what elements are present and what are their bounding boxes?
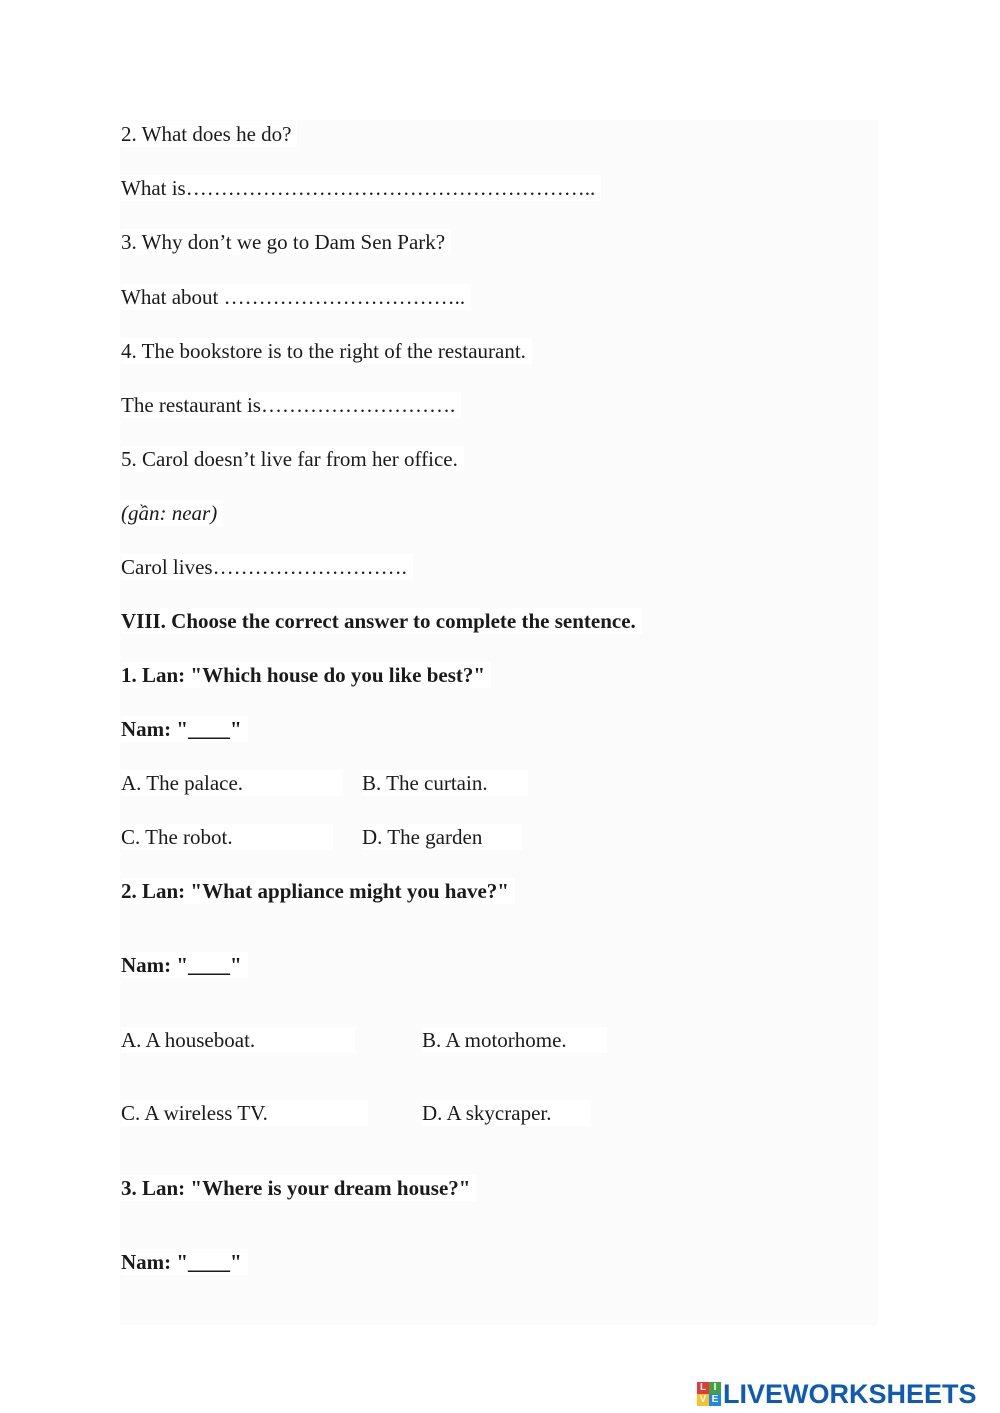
liveworksheets-brand[interactable] <box>697 1378 977 1410</box>
q2-question: 2. Lan: "What appliance might you have?" <box>121 878 515 904</box>
q1-option-b: B. The curtain. <box>362 770 528 796</box>
q1-response: Nam: "____" <box>121 716 248 742</box>
item-5-prompt: 5. Carol doesn’t live far from her office. <box>121 446 464 472</box>
item-5-answer: Carol lives………………………. <box>121 554 413 580</box>
item-3-answer: What about …………………………….. <box>121 284 471 310</box>
q1-option-d: D. The garden <box>362 824 522 850</box>
q2-option-a: A. A houseboat. <box>121 1027 355 1053</box>
q3-response: Nam: "____" <box>121 1249 248 1275</box>
item-4-answer: The restaurant is………………………. <box>121 392 461 418</box>
q1-question: 1. Lan: "Which house do you like best?" <box>121 662 491 688</box>
item-4-prompt: 4. The bookstore is to the right of the restaurant. <box>121 338 532 364</box>
q2-option-b: B. A motorhome. <box>422 1027 607 1053</box>
item-2-prompt: 2. What does he do? <box>121 121 297 147</box>
section-viii-heading: VIII. Choose the correct answer to complete the sentence. <box>121 608 642 634</box>
logo-letter-e: E <box>709 1394 721 1406</box>
logo-letter-v: V <box>697 1394 709 1406</box>
q1-option-a: A. The palace. <box>121 770 343 796</box>
brand-text: LIVEWORKSHEETS <box>723 1378 977 1409</box>
q2-response: Nam: "____" <box>121 952 248 978</box>
item-5-hint: (gần: near) <box>121 500 223 526</box>
q2-option-c: C. A wireless TV. <box>121 1100 368 1126</box>
q2-option-d: D. A skycraper. <box>422 1100 591 1126</box>
item-2-answer: What is………………………………………………….. <box>121 175 601 201</box>
liveworksheets-logo-icon <box>697 1382 721 1406</box>
logo-letter-l: L <box>697 1382 709 1394</box>
item-3-prompt: 3. Why don’t we go to Dam Sen Park? <box>121 229 451 255</box>
q1-option-c: C. The robot. <box>121 824 333 850</box>
logo-letter-i: I <box>709 1382 721 1394</box>
q3-question: 3. Lan: "Where is your dream house?" <box>121 1175 476 1201</box>
